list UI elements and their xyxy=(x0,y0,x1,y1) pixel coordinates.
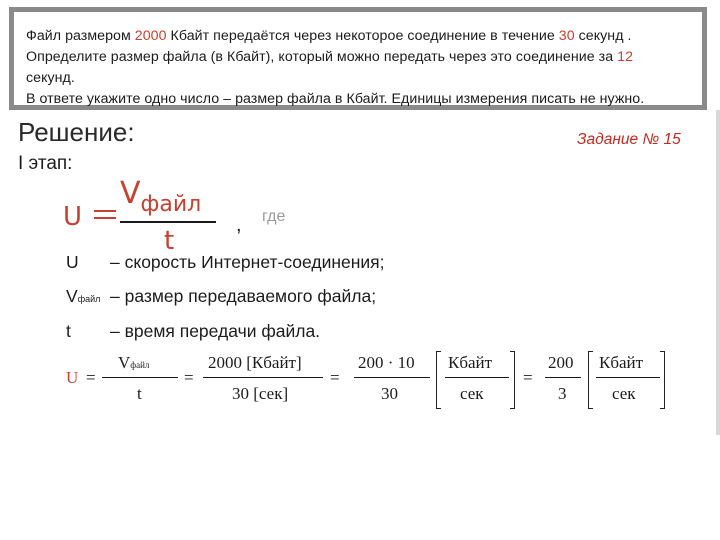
calc-frac3-bar xyxy=(354,377,430,378)
calc-frac3-den: 30 xyxy=(381,384,398,403)
solution-heading: Решение: xyxy=(18,117,135,147)
problem-line-4: В ответе укажите одно число – размер файла в Кбайт. Единицы измерения писать не нужно. xyxy=(26,91,645,107)
calc-frac3-num: 200 · 10 xyxy=(358,353,415,372)
file-size-value: 2000 xyxy=(134,28,167,44)
formula-denominator: t xyxy=(164,226,175,256)
time-value: 30 xyxy=(558,28,575,44)
slide-edge xyxy=(716,110,720,435)
unit1-den: сек xyxy=(460,384,484,403)
calc-frac2-num: 2000 [Кбайт] xyxy=(208,353,302,372)
unit1-num: Кбайт xyxy=(448,353,493,372)
unit2-den: сек xyxy=(612,384,636,403)
unit-bracket-left-2 xyxy=(588,351,593,409)
stage-heading: I этап: xyxy=(18,153,73,174)
calc-equals-4: = xyxy=(523,368,533,387)
new-time-value: 12 xyxy=(617,49,634,65)
unit2-bar xyxy=(596,377,660,378)
calc-frac1-bar xyxy=(102,377,178,378)
calc-frac1-den: t xyxy=(137,384,142,403)
unit1-bar xyxy=(445,377,509,378)
definition-size: Vфайл – размер передаваемого файла; xyxy=(66,286,377,306)
calc-lhs: U xyxy=(66,368,79,387)
unit-bracket-right-1 xyxy=(510,351,515,409)
calc-frac2-den: 30 [сек] xyxy=(232,384,289,403)
unit2-num: Кбайт xyxy=(599,353,644,372)
formula-comma: , xyxy=(236,214,242,236)
formula-numerator: Vфайл xyxy=(120,176,202,217)
formula-lhs: U xyxy=(63,202,83,232)
unit-bracket-right-2 xyxy=(660,351,665,409)
definition-speed: U – скорость Интернет-соединения; xyxy=(66,252,385,272)
calc-equals-3: = xyxy=(330,368,340,387)
unit-bracket-left-1 xyxy=(436,351,441,409)
formula-where: где xyxy=(262,208,286,225)
task-number: Задание № 15 xyxy=(577,131,681,148)
definition-time: t – время передачи файла. xyxy=(66,321,321,341)
problem-line-1: Файл размером 2000 Кбайт передаётся через некоторое соединение в течение 30 секунд . xyxy=(26,28,632,44)
problem-box xyxy=(9,7,707,110)
problem-text xyxy=(26,26,702,110)
calc-frac4-num: 200 xyxy=(548,353,574,372)
calc-frac4-bar xyxy=(545,377,581,378)
calc-equals-1: = xyxy=(86,368,96,387)
calc-frac1-num: Vфайл xyxy=(118,353,150,372)
formula-fraction-bar xyxy=(120,221,216,223)
calc-frac2-bar xyxy=(203,377,323,378)
calc-equals-2: = xyxy=(184,368,194,387)
problem-line-2: Определите размер файла (в Кбайт), который можно передать через это соединение за 12 xyxy=(26,49,634,65)
formula-equals xyxy=(94,208,116,220)
problem-line-3: секунд. xyxy=(26,70,75,86)
calc-frac4-den: 3 xyxy=(558,384,567,403)
